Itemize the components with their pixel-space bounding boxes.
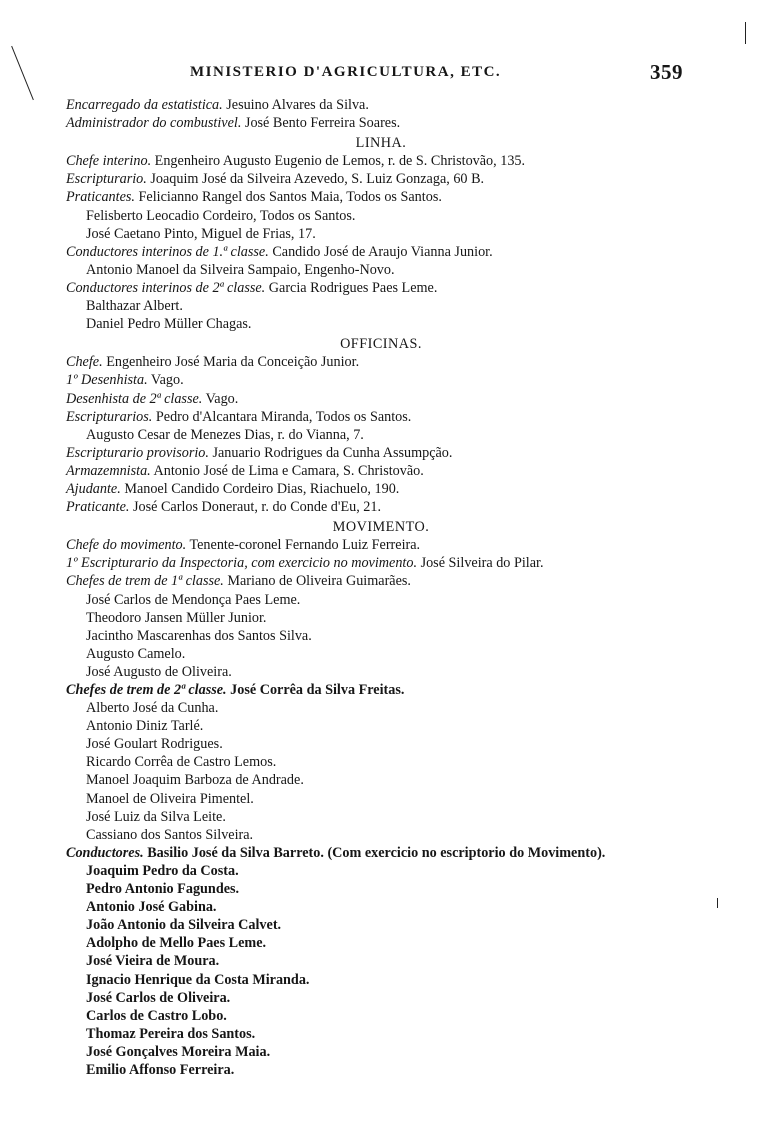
entry-text: Antonio José Gabina. xyxy=(86,899,217,916)
entry-label: Ajudante. xyxy=(66,480,121,497)
entry-text: Engenheiro Augusto Eugenio de Lemos, r. de S. Christovão, 135. xyxy=(151,153,526,170)
entry-text: Augusto Camelo. xyxy=(86,645,186,662)
list-item xyxy=(66,934,696,952)
entry-text: Ignacio Henrique da Costa Miranda. xyxy=(86,971,310,988)
entry-line xyxy=(66,279,696,297)
list-item xyxy=(66,880,696,898)
entry-line xyxy=(66,462,696,480)
entry-text: Antonio Manoel da Silveira Sampaio, Engenho-Novo. xyxy=(86,261,395,278)
list-item xyxy=(66,699,696,717)
entry-text: Manoel de Oliveira Pimentel. xyxy=(86,790,254,807)
list-item xyxy=(66,645,696,663)
list-item xyxy=(66,989,696,1007)
entry-line xyxy=(66,371,696,389)
entry-text: Joaquim Pedro da Costa. xyxy=(86,862,239,879)
entry-label: Escripturario provisorio. xyxy=(66,444,209,461)
entry-label: Chefe interino. xyxy=(66,153,152,170)
entry-label: Conductores. xyxy=(66,844,144,861)
entry-line xyxy=(66,844,696,862)
list-item xyxy=(66,426,696,444)
entry-text: José Carlos de Oliveira. xyxy=(86,989,231,1006)
entry-label: 1º Desenhista. xyxy=(66,372,148,389)
entry-text: Felisberto Leocadio Cordeiro, Todos os Santos. xyxy=(86,207,356,224)
entry-text: José Bento Ferreira Soares. xyxy=(241,115,401,132)
entry-text: José Gonçalves Moreira Maia. xyxy=(86,1043,271,1060)
entry-label: Chefes de trem de 2ª classe. xyxy=(66,682,227,698)
entry-text: Cassiano dos Santos Silveira. xyxy=(86,826,254,843)
entry-text: Mariano de Oliveira Guimarães. xyxy=(223,573,411,590)
list-item xyxy=(66,771,696,789)
margin-mark xyxy=(11,46,34,100)
entry-text: Vago. xyxy=(147,372,184,389)
entry-text: Jacintho Mascarenhas dos Santos Silva. xyxy=(86,627,312,644)
entry-text: Alberto José da Cunha. xyxy=(86,700,219,717)
entry-label: Escripturarios. xyxy=(66,408,153,425)
list-item xyxy=(66,663,696,681)
entry-line xyxy=(66,114,696,132)
margin-mark xyxy=(717,898,718,908)
running-header: MINISTERIO D'AGRICULTURA, ETC. xyxy=(190,64,502,80)
entry-text: Theodoro Jansen Müller Junior. xyxy=(86,609,267,626)
entry-text: José Carlos de Mendonça Paes Leme. xyxy=(86,591,301,608)
entry-text: José Carlos Doneraut, r. do Conde d'Eu, 21. xyxy=(129,499,382,516)
entry-label: Conductores interinos de 2ª classe. xyxy=(66,279,266,296)
list-item xyxy=(66,315,696,333)
list-item xyxy=(66,808,696,826)
entry-label: Encarregado da estatistica. xyxy=(66,97,223,113)
list-item xyxy=(66,898,696,916)
document-body xyxy=(66,96,696,1079)
entry-text: José Vieira de Moura. xyxy=(86,953,220,970)
entry-text: Garcia Rodrigues Paes Leme. xyxy=(265,279,438,296)
entry-label: Administrador do combustivel. xyxy=(66,115,242,132)
entry-line xyxy=(66,498,696,516)
list-item xyxy=(66,735,696,753)
entry-text: Engenheiro José Maria da Conceição Junior. xyxy=(102,354,360,371)
entry-label: Escripturario. xyxy=(66,171,147,188)
entry-text: Felicianno Rangel dos Santos Maia, Todos os Santos. xyxy=(134,189,442,206)
entry-text: José Luiz da Silva Leite. xyxy=(86,808,226,825)
entry-line xyxy=(66,572,696,590)
list-item xyxy=(66,591,696,609)
entry-text: Manoel Candido Cordeiro Dias, Riachuelo, 190. xyxy=(120,480,400,497)
entry-line xyxy=(66,480,696,498)
entry-text: José Augusto de Oliveira. xyxy=(86,663,232,680)
entry-text: José Caetano Pinto, Miguel de Frias, 17. xyxy=(86,225,316,242)
list-item xyxy=(66,627,696,645)
entry-line xyxy=(66,188,696,206)
entry-text: José Silveira do Pilar. xyxy=(417,555,544,572)
entry-line xyxy=(66,408,696,426)
entry-text: Antonio José de Lima e Camara, S. Christovão. xyxy=(150,462,424,479)
entry-line xyxy=(66,554,696,572)
list-item xyxy=(66,609,696,627)
page-number: 359 xyxy=(650,60,683,84)
entry-label: Praticantes. xyxy=(66,189,135,206)
list-item xyxy=(66,753,696,771)
entry-text: Daniel Pedro Müller Chagas. xyxy=(86,316,252,333)
entry-text: Antonio Diniz Tarlé. xyxy=(86,718,204,735)
entry-label: Chefes de trem de 1ª classe. xyxy=(66,573,224,590)
list-item xyxy=(66,225,696,243)
entry-line xyxy=(66,390,696,408)
entry-text: Vago. xyxy=(202,390,239,407)
entry-line xyxy=(66,444,696,462)
entry-line xyxy=(66,353,696,371)
entry-text: Januario Rodrigues da Cunha Assumpção. xyxy=(208,444,453,461)
entry-line xyxy=(66,536,696,554)
section-heading: MOVIMENTO. xyxy=(332,519,430,536)
margin-mark xyxy=(745,22,746,44)
entry-text: Basilio José da Silva Barreto. (Com exercicio no escriptorio do Movimento). xyxy=(143,844,606,861)
section-heading: LINHA. xyxy=(355,135,407,152)
entry-text: José Goulart Rodrigues. xyxy=(86,736,223,753)
list-item xyxy=(66,1061,696,1079)
entry-label: Praticante. xyxy=(66,499,130,516)
entry-text: Pedro Antonio Fagundes. xyxy=(86,881,240,898)
section-heading: OFFICINAS. xyxy=(340,336,422,353)
list-item xyxy=(66,952,696,970)
entry-text: Tenente-coronel Fernando Luiz Ferreira. xyxy=(186,537,421,554)
list-item xyxy=(66,717,696,735)
entry-label: Armazemnista. xyxy=(66,462,151,479)
entry-text: Candido José de Araujo Vianna Junior. xyxy=(268,243,493,260)
entry-line xyxy=(66,96,696,114)
entry-text: João Antonio da Silveira Calvet. xyxy=(86,917,282,934)
entry-line xyxy=(66,170,696,188)
list-item xyxy=(66,1025,696,1043)
list-item xyxy=(66,826,696,844)
list-item xyxy=(66,790,696,808)
entry-label: Chefe. xyxy=(66,354,103,371)
entry-label: Chefe do movimento. xyxy=(66,537,187,554)
entry-text: José Corrêa da Silva Freitas. xyxy=(226,682,405,698)
entry-text: Jesuino Alvares da Silva. xyxy=(222,97,369,113)
list-item xyxy=(66,862,696,880)
list-item xyxy=(66,916,696,934)
list-item xyxy=(66,261,696,279)
entry-line xyxy=(66,243,696,261)
entry-line xyxy=(66,681,696,699)
list-item xyxy=(66,1043,696,1061)
entry-text: Pedro d'Alcantara Miranda, Todos os Santos. xyxy=(152,408,412,425)
list-item xyxy=(66,1007,696,1025)
entry-text: Augusto Cesar de Menezes Dias, r. do Vianna, 7. xyxy=(86,426,364,443)
entry-label: Desenhista de 2ª classe. xyxy=(66,390,203,407)
entry-line xyxy=(66,152,696,170)
entry-text: Adolpho de Mello Paes Leme. xyxy=(86,935,267,952)
list-item xyxy=(66,297,696,315)
entry-text: Carlos de Castro Lobo. xyxy=(86,1007,227,1024)
entry-text: Emilio Affonso Ferreira. xyxy=(86,1061,235,1078)
entry-label: Conductores interinos de 1.ª classe. xyxy=(66,243,269,260)
entry-text: Balthazar Albert. xyxy=(86,298,183,315)
entry-label: 1º Escripturario da Inspectoria, com exercicio no movimento. xyxy=(66,555,418,572)
list-item xyxy=(66,971,696,989)
entry-text: Joaquim José da Silveira Azevedo, S. Luiz Gonzaga, 60 B. xyxy=(146,171,485,188)
entry-text: Ricardo Corrêa de Castro Lemos. xyxy=(86,754,277,771)
entry-text: Thomaz Pereira dos Santos. xyxy=(86,1025,256,1042)
list-item xyxy=(66,207,696,225)
entry-text: Manoel Joaquim Barboza de Andrade. xyxy=(86,772,304,789)
